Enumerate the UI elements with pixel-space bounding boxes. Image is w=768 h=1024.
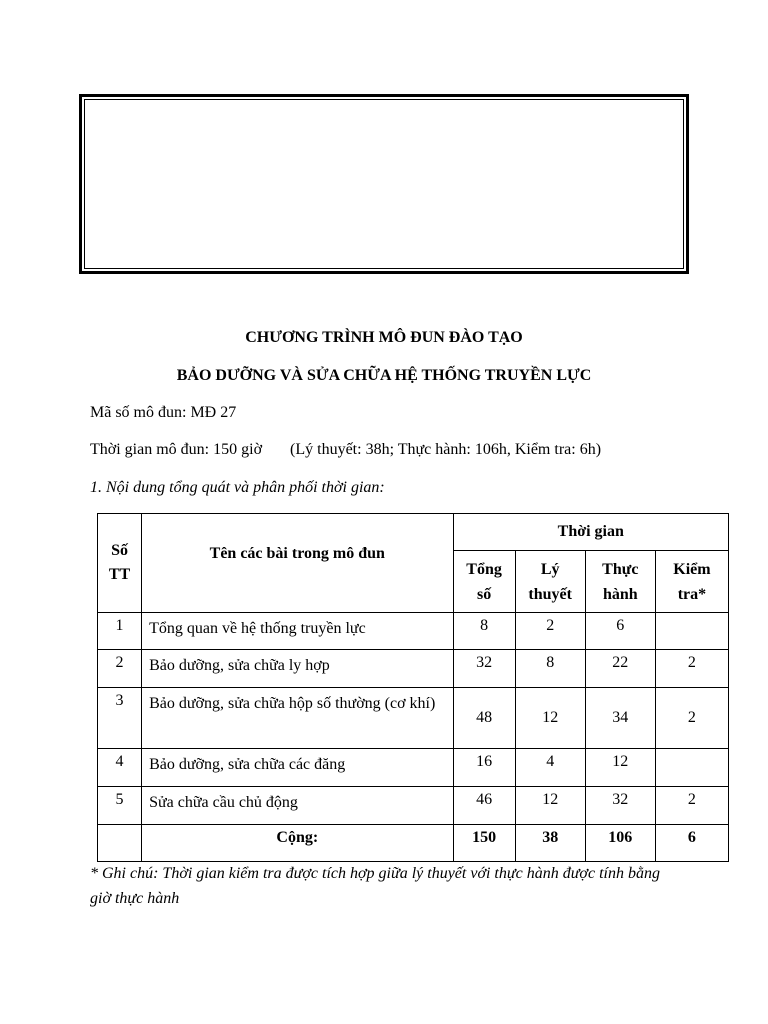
row-theory: 4	[515, 749, 585, 787]
row-stt: 4	[98, 749, 142, 787]
row-total: 8	[453, 613, 515, 650]
header-stt-line1: Số	[111, 542, 128, 559]
row-practice: 12	[585, 749, 655, 787]
row-theory: 2	[515, 613, 585, 650]
total-label: Cộng:	[142, 825, 453, 862]
total-test: 6	[655, 825, 728, 862]
total-total: 150	[453, 825, 515, 862]
row-stt: 3	[98, 688, 142, 749]
row-test: 2	[655, 688, 728, 749]
row-stt: 5	[98, 787, 142, 825]
row-total: 32	[453, 650, 515, 688]
header-stt-line2: TT	[108, 566, 131, 583]
total-theory: 38	[515, 825, 585, 862]
document-title-line2: BẢO DƯỠNG VÀ SỬA CHỮA HỆ THỐNG TRUYỀN LỰC	[176, 367, 592, 384]
header-test	[655, 551, 728, 613]
total-stt-empty	[98, 825, 142, 862]
row-practice: 34	[585, 688, 655, 749]
header-total-line1: Tổng	[466, 560, 502, 578]
row-total: 46	[453, 787, 515, 825]
row-theory: 12	[515, 688, 585, 749]
header-stt	[98, 514, 142, 613]
row-stt: 1	[98, 613, 142, 650]
row-practice: 22	[585, 650, 655, 688]
header-theory	[515, 551, 585, 613]
header-test-line1: Kiểm	[673, 560, 711, 578]
module-code: Mã số mô đun: MĐ 27	[90, 404, 237, 421]
empty-header-frame-inner	[84, 99, 684, 269]
header-total-line2: số	[476, 585, 492, 603]
header-test-line2: tra*	[677, 585, 707, 603]
row-test: 2	[655, 787, 728, 825]
header-practice	[585, 551, 655, 613]
header-theory-line1: Lý	[540, 560, 560, 578]
table-total-row	[98, 825, 729, 862]
header-theory-line2: thuyết	[528, 585, 572, 603]
table-row	[98, 688, 729, 749]
module-time-detail: (Lý thuyết: 38h; Thực hành: 106h, Kiểm tra: 6h)	[290, 441, 602, 458]
row-total: 16	[453, 749, 515, 787]
time-distribution-table	[97, 513, 729, 862]
total-practice: 106	[585, 825, 655, 862]
row-name: Bảo dưỡng, sửa chữa các đăng	[142, 749, 453, 787]
row-practice: 32	[585, 787, 655, 825]
empty-header-frame	[79, 94, 689, 274]
footnote: * Ghi chú: Thời gian kiểm tra được tích hợp giữa lý thuyết với thực hành được tính bằng giờ thực hành	[90, 865, 660, 907]
section-heading: 1. Nội dung tổng quát và phân phối thời gian:	[90, 479, 385, 496]
document-title-line1: CHƯƠNG TRÌNH MÔ ĐUN ĐÀO TẠO	[245, 329, 523, 346]
row-test	[655, 749, 728, 787]
row-stt: 2	[98, 650, 142, 688]
row-name: Sửa chữa cầu chủ động	[142, 787, 453, 825]
header-practice-line1: Thực	[602, 560, 639, 578]
module-time: Thời gian mô đun: 150 giờ	[90, 441, 263, 458]
module-time-line	[90, 441, 601, 459]
row-name: Bảo dưỡng, sửa chữa hộp số thường (cơ khí)	[142, 688, 453, 749]
row-theory: 8	[515, 650, 585, 688]
header-time-group: Thời gian	[453, 514, 728, 551]
header-total	[453, 551, 515, 613]
header-name: Tên các bài trong mô đun	[142, 514, 453, 613]
table-row	[98, 650, 729, 688]
table-row	[98, 787, 729, 825]
row-test	[655, 613, 728, 650]
row-practice: 6	[585, 613, 655, 650]
row-total: 48	[453, 688, 515, 749]
row-test: 2	[655, 650, 728, 688]
table-header-row	[98, 514, 729, 551]
row-theory: 12	[515, 787, 585, 825]
table-row	[98, 613, 729, 650]
header-practice-line2: hành	[602, 585, 638, 603]
row-name: Bảo dưỡng, sửa chữa ly hợp	[142, 650, 453, 688]
row-name: Tổng quan về hệ thống truyền lực	[142, 613, 453, 650]
table-row	[98, 749, 729, 787]
